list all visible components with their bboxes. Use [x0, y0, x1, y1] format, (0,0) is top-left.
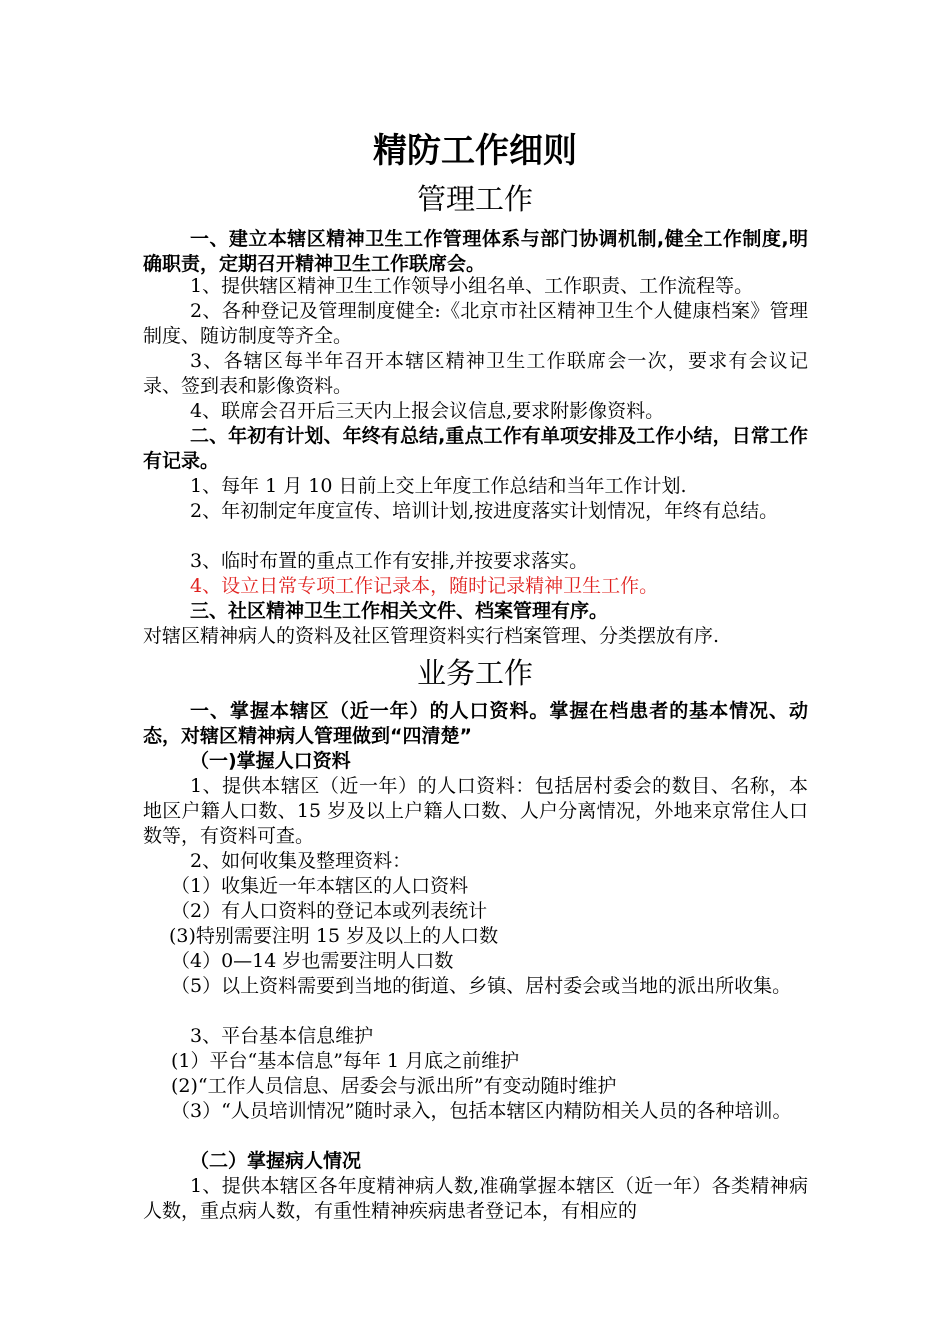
business-platform-list-2: (2)“工作人员信息、居委会与派出所”有变动随时维护	[171, 1075, 617, 1097]
business-population-list-1: （1）收集近一年本辖区的人口资料	[171, 875, 469, 897]
management-item-1-point-4: 4、联席会召开后三天内上报会议信息,要求附影像资料。	[190, 400, 665, 422]
management-item-1-point-2: 2、各种登记及管理制度健全:《北京市社区精神卫生个人健康档案》管理制度、随访制度等齐全。	[143, 300, 808, 347]
management-item-1-heading: 一、建立本辖区精神卫生工作管理体系与部门协调机制,健全工作制度,明确职责，定期召开精神卫生工作联席会。	[143, 228, 808, 275]
business-population-list-5: （5）以上资料需要到当地的街道、乡镇、居村委会或当地的派出所收集。	[171, 975, 792, 997]
management-item-2-point-1: 1、每年 1 月 10 日前上交上年度工作总结和当年工作计划.	[190, 475, 687, 497]
business-population-list-3: (3)特别需要注明 15 岁及以上的人口数	[169, 925, 499, 947]
business-platform-list-1: (1）平台“基本信息”每年 1 月底之前维护	[171, 1050, 520, 1072]
business-population-list-4: （4）0—14 岁也需要注明人口数	[171, 950, 454, 972]
management-item-3-body: 对辖区精神病人的资料及社区管理资料实行档案管理、分类摆放有序.	[143, 625, 720, 647]
business-population-list-2: （2）有人口资料的登记本或列表统计	[171, 900, 488, 922]
business-population-point-1: 1、提供本辖区（近一年）的人口资料：包括居村委会的数目、名称，本地区户籍人口数、15 岁及以上户籍人口数、人户分离情况，外地来京常住人口数等，有资料可查。	[143, 775, 808, 847]
management-item-2-heading: 二、年初有计划、年终有总结,重点工作有单项安排及工作小结，日常工作有记录。	[143, 425, 808, 472]
business-patients-point-1: 1、提供本辖区各年度精神病人数,准确掌握本辖区（近一年）各类精神病人数，重点病人数，有重性精神疾病患者登记本，有相应的	[143, 1175, 808, 1222]
business-population-point-2: 2、如何收集及整理资料：	[190, 850, 412, 872]
management-item-1-point-1: 1、提供辖区精神卫生工作领导小组名单、工作职责、工作流程等。	[190, 275, 754, 297]
business-subheading-patients: （二）掌握病人情况	[190, 1150, 362, 1172]
management-item-2-point-2: 2、年初制定年度宣传、培训计划,按进度落实计划情况，年终有总结。	[190, 500, 779, 522]
business-subheading-population: （一)掌握人口资料	[190, 750, 351, 772]
management-item-3-heading: 三、社区精神卫生工作相关文件、档案管理有序。	[190, 600, 609, 622]
business-item-1-heading: 一、掌握本辖区（近一年）的人口资料。掌握在档患者的基本情况、动态，对辖区精神病人管理做到“四清楚”	[143, 700, 808, 747]
management-item-1-point-3: 3、各辖区每半年召开本辖区精神卫生工作联席会一次，要求有会议记录、签到表和影像资料。	[143, 350, 808, 397]
section-heading-business: 业务工作	[416, 656, 533, 690]
document-title: 精防工作细则	[373, 131, 577, 171]
management-item-2-point-3: 3、临时布置的重点工作有安排,并按要求落实。	[190, 550, 589, 572]
business-platform-list-3: （3）“人员培训情况”随时录入，包括本辖区内精防相关人员的各种培训。	[171, 1100, 792, 1122]
business-platform-point-3: 3、平台基本信息维护	[190, 1025, 374, 1047]
management-item-2-point-4-highlight: 4、设立日常专项工作记录本，随时记录精神卫生工作。	[190, 575, 659, 597]
section-heading-management: 管理工作	[416, 182, 533, 216]
